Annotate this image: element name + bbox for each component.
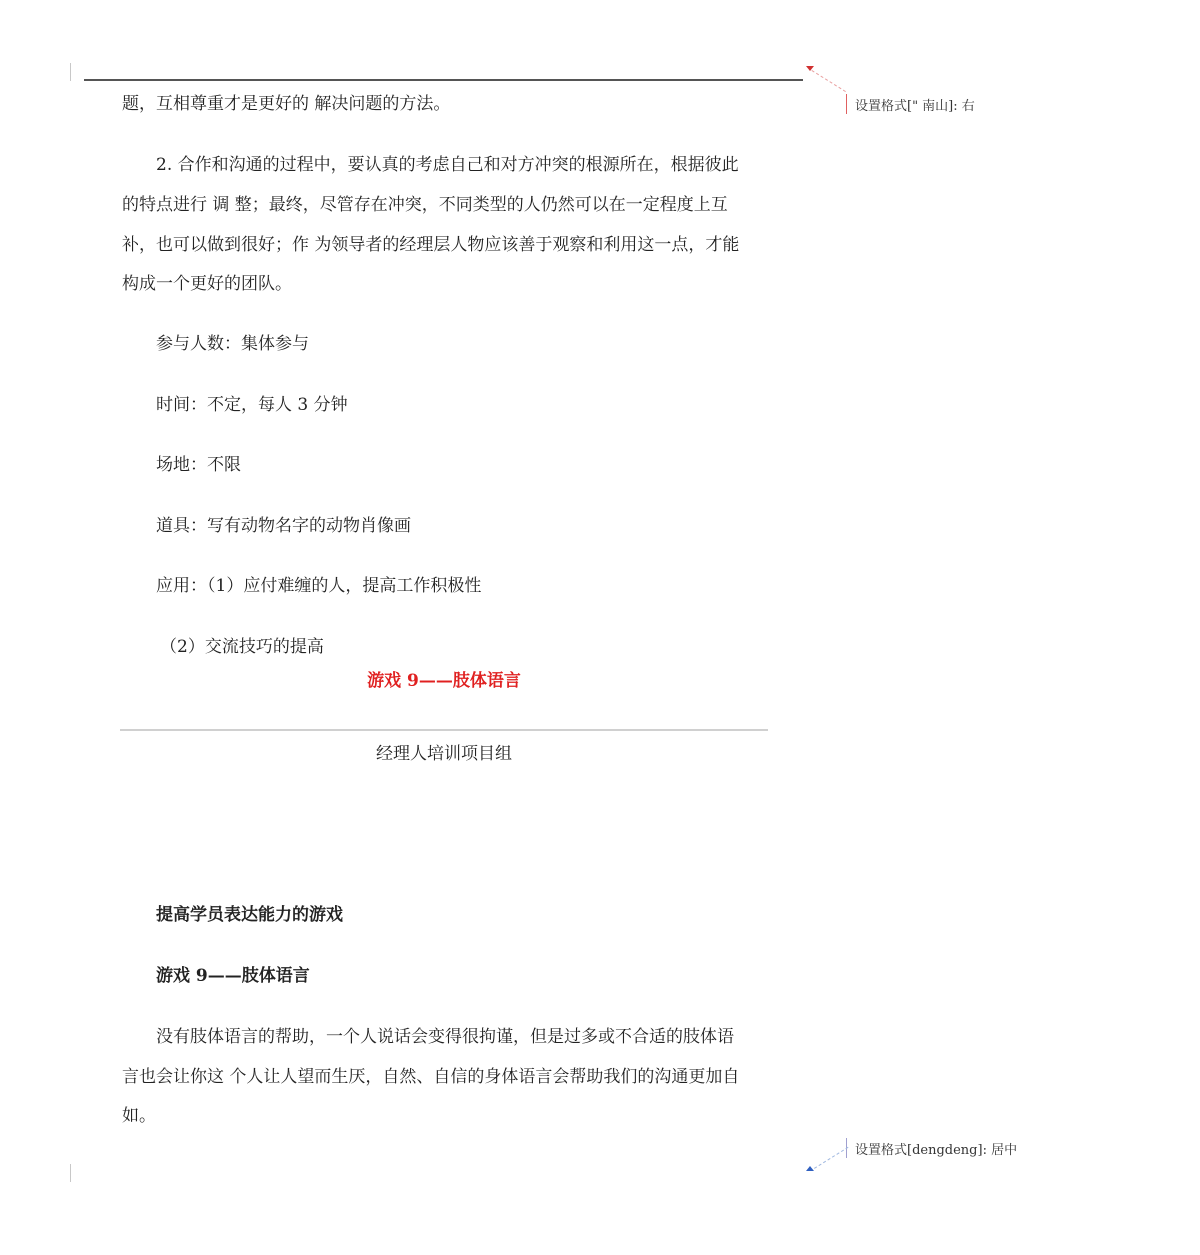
time-line: 时间：不定，每人 3 分钟	[156, 395, 348, 415]
comment-marker	[846, 94, 847, 114]
comment-anchor-icon[interactable]	[806, 1166, 814, 1171]
footer-rule	[120, 729, 768, 731]
section-heading: 提高学员表达能力的游戏	[156, 905, 343, 925]
paragraph-line: 构成一个更好的团队。	[122, 274, 292, 294]
application-line: 应用：（1）应付难缠的人，提高工作积极性	[156, 576, 482, 596]
game-heading: 游戏 9——肢体语言	[156, 966, 310, 986]
venue-line: 场地：不限	[156, 455, 241, 475]
comment-leader	[811, 70, 845, 92]
crop-mark-bottom	[70, 1164, 71, 1182]
application-line: （2）交流技巧的提高	[160, 637, 324, 657]
crop-mark-top	[70, 63, 71, 81]
props-line: 道具：写有动物名字的动物肖像画	[156, 516, 411, 536]
participants-line: 参与人数：集体参与	[156, 334, 309, 354]
paragraph-line: 2. 合作和沟通的过程中，要认真的考虑自己和对方冲突的根源所在，根据彼此	[156, 155, 739, 175]
paragraph-line: 言也会让你这 个人让人望而生厌，自然、自信的身体语言会帮助我们的沟通更加自	[122, 1067, 740, 1087]
paragraph-line: 如。	[122, 1106, 156, 1126]
red-game-heading: 游戏 9——肢体语言	[367, 671, 521, 691]
paragraph-line: 的特点进行 调 整；最终，尽管存在冲突，不同类型的人仍然可以在一定程度上互	[122, 195, 728, 215]
format-comment-right[interactable]: 设置格式[" 南山]: 右	[855, 99, 975, 114]
paragraph-line: 没有肢体语言的帮助，一个人说话会变得很拘谨，但是过多或不合适的肢体语	[156, 1027, 734, 1047]
comment-leader	[814, 1147, 848, 1169]
page-footer: 经理人培训项目组	[376, 744, 512, 764]
paragraph-line: 补，也可以做到很好；作 为领导者的经理层人物应该善于观察和利用这一点，才能	[122, 235, 740, 255]
paragraph-line: 题，互相尊重才是更好的 解决问题的方法。	[122, 94, 451, 114]
format-comment-center[interactable]: 设置格式[dengdeng]: 居中	[855, 1143, 1018, 1158]
header-rule	[84, 79, 803, 81]
